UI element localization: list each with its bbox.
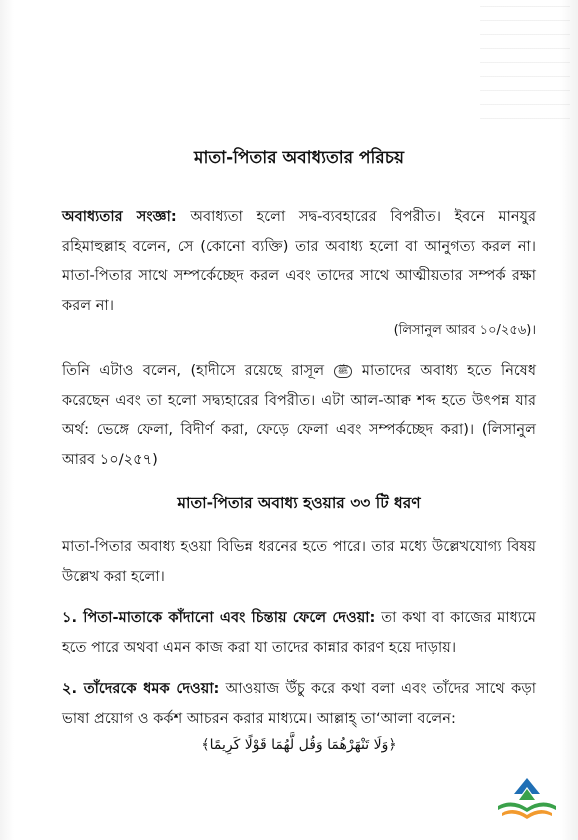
list-item-text: আওয়াজ উঁচু করে কথা বলা এবং তাঁদের সাথে কড়া ভাষা প্রয়োগ ও কর্কশ আচরন করার মাধ্যমে। আল্লাহ্ তা‘আলা বলেন: (62, 680, 536, 727)
explanation-paragraph (62, 356, 536, 474)
definition-term: অবাধ্যতার সংজ্ঞা: (62, 208, 177, 225)
page-content (62, 146, 536, 753)
definition-citation: (লিসানুল আরব ১০/২৫৬)। (393, 323, 536, 338)
show-through-text (480, 6, 570, 126)
list-item-heading: ১. পিতা-মাতাকে কাঁদানো এবং চিন্তায় ফেলে দেওয়া: (62, 609, 376, 626)
intro-paragraph: মাতা-পিতার অবাধ্য হওয়া বিভিন্ন ধরনের হতে পারে। তার মধ্যে উল্লেখযোগ্য বিষয় উল্লেখ করা হলো। (62, 538, 536, 585)
saw-symbol: ﷺ (334, 365, 353, 378)
explanation-text-after: মাতাদের অবাধ্য হতে নিষেধ করেছেন এবং তা হলো সদ্ব্যহারের বিপরীত। এটা আল-আক্ব শব্দ হতে উৎপন্ন যার অর্থ: ভেঙ্গে ফেলা, বিদীর্ণ করা, ফেড়ে ফেলা এবং সম্পর্কচ্ছেদ করা)। (লিসানুল আরব ১০/২৫৭) (62, 362, 536, 468)
quran-verse: ﴿وَلَا تَنْهَرْهُمَا وَقُل لَّهُمَا قَوْلًا كَرِيمًا﴾ (201, 737, 397, 753)
section-title: মাতা-পিতার অবাধ্যতার পরিচয় (194, 148, 404, 168)
list-item (62, 674, 536, 733)
explanation-text-before: তিনি এটাও বলেন, (হাদীসে রয়েছে রাসূল (62, 362, 334, 379)
publisher-logo-icon (494, 776, 560, 822)
definition-paragraph (62, 202, 536, 344)
list-item (62, 603, 536, 662)
list-item-heading: ২. তাঁদেরকে ধমক দেওয়া: (62, 680, 220, 697)
list-item-text: তা কথা বা কাজের মাধ্যমে হতে পারে অথবা এমন কাজ করা যা তাদের কান্নার কারণ হয়ে দাড়ায়। (62, 609, 537, 656)
definition-text: অবাধ্যতা হলো সদ্ব-ব্যবহারের বিপরীত। ইবনে মানযুর রহিমাহুল্লাহ বলেন, সে (কোনো ব্যক্তি) তার অবাধ্য হলো বা আনুগত্য করল না। মাতা-পিতার সাথে সম্পর্কেচ্ছেদ করল এবং তাদের সাথে আত্মীয়তার সম্পর্ক রক্ষা করল না। (62, 208, 537, 314)
types-subtitle: মাতা-পিতার অবাধ্য হওয়ার ৩৩ টি ধরণ (177, 494, 421, 512)
